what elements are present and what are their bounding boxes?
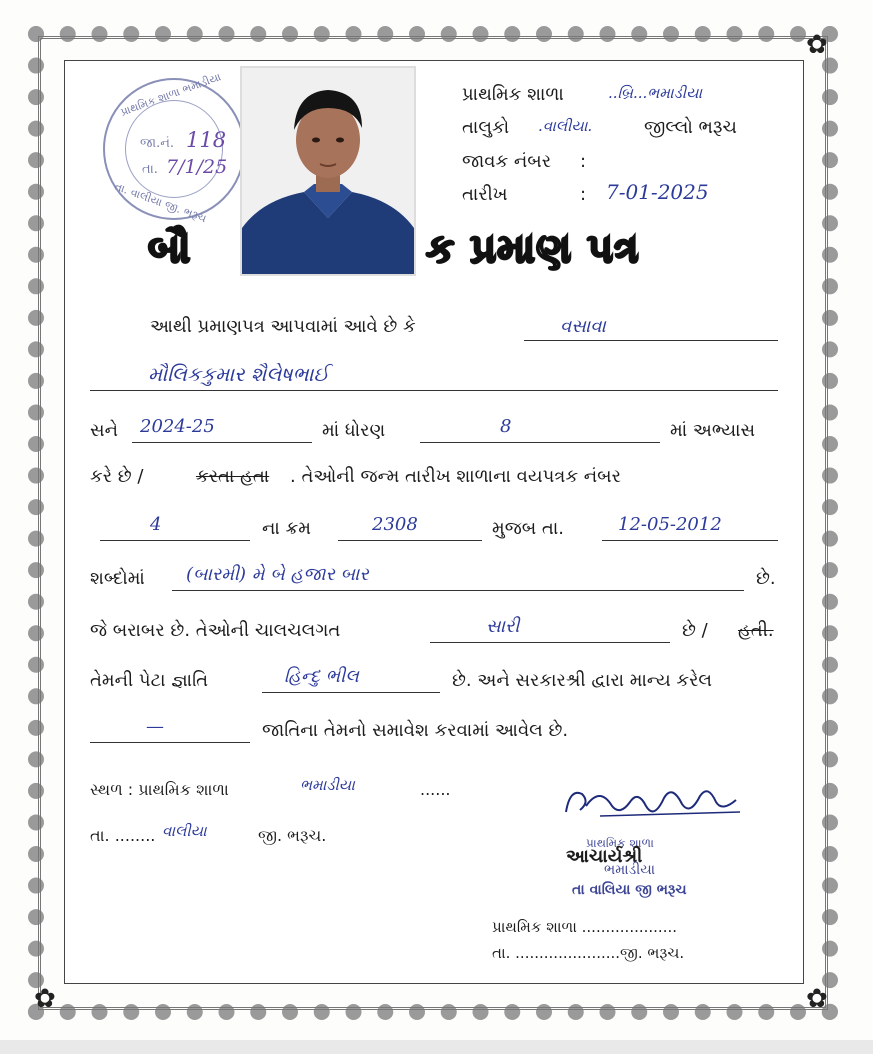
register-line	[100, 540, 250, 541]
seal-number-value: 118	[186, 128, 227, 152]
conduct-suffix-struck: હતી.	[738, 620, 774, 641]
serial-line	[338, 540, 482, 541]
in-words-suffix: છે.	[756, 568, 776, 589]
student-surname: વસાવા	[560, 316, 606, 337]
header-school-value: ..બ્રિ...ભમાડીયા	[608, 84, 703, 102]
register-number: 4	[150, 514, 162, 535]
birthdate-intro: . તેઓની જન્મ તારીખ શાળાના વયપત્રક નંબર	[290, 466, 621, 487]
student-fullname: મૌલિકકુમાર શૈલેષભાઈ	[148, 362, 329, 386]
dob-in-words: (બારમી) મે બે હજાર બાર	[186, 564, 369, 585]
seal-number-prefix: જા.નં.	[140, 136, 175, 151]
header-date-label: તારીખ	[462, 184, 508, 205]
student-photo-image	[242, 68, 414, 274]
scan-edge	[0, 1040, 873, 1054]
header-taluka-value: .વાલીયા.	[538, 117, 593, 135]
in-words-line	[172, 590, 744, 591]
header-date-colon: :	[580, 184, 587, 205]
serial-prefix: ના ક્રમ	[262, 518, 311, 539]
seal-outer-text-bottom: તા. વાલીયા જી. ભરૂચ	[112, 179, 209, 226]
studying-text: કરે છે /	[90, 466, 144, 487]
certificate-title-right: ક પ્રમાણ પત્ર	[426, 226, 640, 272]
place-value: ભમાડીયા	[300, 776, 355, 794]
intro-text: આથી પ્રમાણપત્ર આપવામાં આવે છે કે	[150, 316, 416, 337]
conduct-text: જે બરાબર છે. તેઓની ચાલચલગત	[90, 620, 341, 641]
flower-ornament-icon: ✿	[34, 984, 56, 1014]
serial-number: 2308	[372, 514, 418, 535]
bottom-school: પ્રાથમિક શાળા ....................	[492, 918, 677, 936]
government-text: છે. અને સરકારશ્રી દ્વારા માન્ય કરેલ	[452, 670, 713, 691]
flower-ornament-icon: ✿	[806, 30, 828, 60]
stamp-line2: ભમાડીયા	[604, 862, 656, 878]
caste-line	[90, 742, 250, 743]
date-of-birth: 12-05-2012	[618, 514, 722, 535]
standard-value: 8	[500, 416, 512, 437]
principal-signature	[560, 776, 750, 832]
header-date-value: 7-01-2025	[606, 180, 709, 204]
conduct-value: સારી	[486, 616, 520, 637]
name-line	[524, 340, 778, 341]
header-district-label: જીલ્લો ભરૂચ	[644, 117, 737, 138]
footer-taluka-value: વાલીયા	[162, 822, 207, 840]
header-outward-colon: :	[580, 151, 587, 172]
dob-prefix: મુજબ તા.	[492, 518, 564, 539]
footer-taluka-prefix: તા. ........	[90, 826, 156, 845]
studied-text-struck: કરતા હતા	[196, 466, 270, 487]
study-suffix: માં અભ્યાસ	[670, 420, 756, 441]
flower-ornament-icon: ✿	[806, 984, 828, 1014]
place-dots: ......	[420, 780, 451, 799]
caste-value: —	[146, 716, 164, 737]
footer-district: જી. ભરૂચ.	[258, 826, 327, 845]
academic-year: 2024-25	[140, 416, 215, 437]
subcaste-text: તેમની પેટા જ્ઞાતિ	[90, 670, 209, 691]
seal-outer-text: પ્રાથમિક શાળા ભમાડીયા	[118, 70, 223, 119]
year-prefix: સને	[90, 420, 118, 441]
place-label: સ્થળ : પ્રાથમિક શાળા	[90, 780, 229, 799]
fullname-line	[90, 390, 778, 391]
principal-label: આચાર્યશ્રી	[566, 846, 643, 867]
stamp-line3: તા વાલિયા જી ભરૂચ	[572, 882, 687, 898]
standard-line	[420, 442, 660, 443]
inclusion-text: જાતિના તેમનો સમાવેશ કરવામાં આવેલ છે.	[262, 720, 569, 741]
header-taluka-label: તાલુકો	[462, 117, 510, 138]
bottom-taluka: તા. ......................જી. ભરૂચ.	[492, 944, 685, 962]
conduct-line	[430, 642, 670, 643]
seal-date-prefix: તા.	[142, 162, 158, 177]
standard-prefix: માં ધોરણ	[322, 420, 386, 441]
seal-date-value: 7/1/25	[166, 156, 228, 178]
header-outward-label: જાવક નંબર	[462, 151, 552, 172]
year-line	[132, 442, 312, 443]
subcaste-value: હિન્દુ ભીલ	[284, 666, 359, 687]
student-photo	[240, 66, 416, 276]
stamp-line1: પ્રાથમિક શાળા	[586, 836, 654, 850]
header-school-label: પ્રાથમિક શાળા	[462, 84, 564, 105]
subcaste-line	[262, 692, 440, 693]
certificate-title-left: બૌ	[148, 226, 192, 272]
dob-line	[602, 540, 778, 541]
in-words-prefix: શબ્દોમાં	[90, 568, 145, 589]
conduct-suffix: છે /	[682, 620, 708, 641]
